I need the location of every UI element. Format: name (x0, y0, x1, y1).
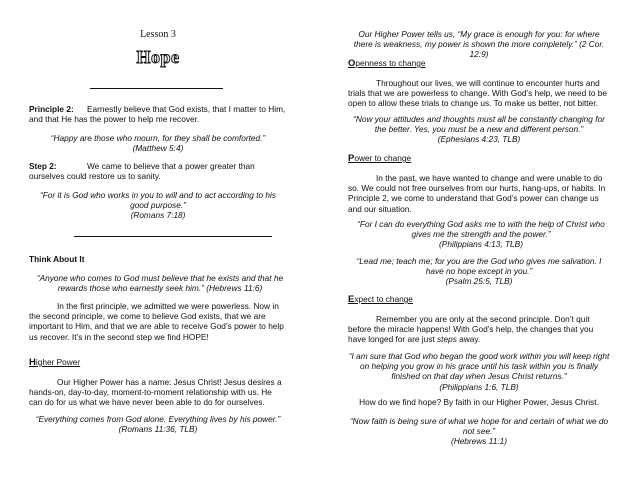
quote-reference: (Hebrews 11:1) (450, 436, 508, 447)
acronym-letter: H (29, 357, 36, 368)
quote-romans-11 (29, 414, 287, 434)
think-paragraph: In the first principle, we admitted we were powerless. Now in the second principle, we come to believe God exists, that we are important to Him, and that we are able to receive God’s power to help us recover. It’s in the second step we find HOPE! (29, 301, 284, 342)
heading-rest: xpect to change (354, 294, 413, 304)
quote-matthew (29, 133, 287, 153)
quote-hebrews-11-1 (348, 416, 610, 447)
quote-text: “Now faith is being sure of what we hope for and certain of what we do not see.” (349, 416, 609, 437)
quote-reference: (Philippians 4:13, TLB) (439, 239, 523, 250)
quote-reference: (Matthew 5:4) (132, 143, 184, 154)
quote-text: “Now your attitudes and thoughts must all be constantly changing for the better. Yes, you must be a new and different person.” (353, 114, 605, 135)
quote-ephesians (348, 114, 610, 145)
quote-text: “Everything comes from God alone. Everything lives by his power.” (35, 414, 281, 424)
section-divider (74, 236, 272, 237)
quote-text: “For I can do everything God asks me to with the help of Christ who gives me the strength and the power.” (357, 219, 605, 240)
openness-paragraph: Throughout our lives, we will continue to encounter hurts and trials that we are powerless to change. With God’s help, we need to be open to allow these trials to change us. To make us better, not bitter. (348, 78, 608, 109)
hope-question: How do we find hope? By faith in our Higher Power, Jesus Christ. (359, 397, 599, 407)
principle-2 (29, 104, 287, 124)
quote-text: “For it is God who works in you to will and to act according to his good purpose.” (39, 190, 277, 211)
think-quote: “Anyone who comes to God must believe that he exists and that he rewards those who earnestly seek him.” (Hebrews 11:6) (36, 273, 284, 294)
heading-rest: penness to change (355, 58, 426, 68)
higher-power-heading (29, 357, 287, 368)
power-paragraph: In the past, we have wanted to change and were unable to do so. We could not free ourselves from our hurts, hang-ups, or habits. In Principle 2, we come to understand that God’s power can change us and our situation. (348, 173, 606, 214)
expect-paragraph: Remember you are only at the second principle. Don’t quit before the miracle happens! With God’s help, the changes that you have longed for are just steps away. (348, 314, 594, 345)
page-title: Hope (136, 47, 180, 67)
acronym-letter: P (348, 153, 355, 164)
higher-power-paragraph: Our Higher Power has a name: Jesus Christ! Jesus desires a hands-on, day-to-day, moment-to-moment relationship with us. He can do for us what we have never been able to do for ourselves. (29, 377, 282, 408)
heading-rest: ower to change (354, 153, 412, 163)
expect-heading (348, 294, 610, 305)
quote-text: “I am sure that God who began the good work within you will keep right on helping you grow in his grace until his task within you is finally finished on that day when Jesus Christ returns.” (348, 351, 610, 382)
heading-rest: igher Power (35, 357, 81, 367)
power-heading (348, 153, 610, 164)
quote-reference: (Psalm 25:5, TLB) (445, 276, 513, 287)
step-2 (29, 161, 287, 181)
principle-2-text: Earnestly believe that God exists, that I matter to Him, and that He has the power to help me recover. (29, 104, 286, 125)
quote-psalm (348, 256, 610, 287)
step-2-label: Step 2: (29, 161, 57, 171)
quote-reference: (Ephesians 4:23, TLB) (437, 134, 521, 145)
acronym-letter: O (348, 58, 356, 69)
quote-philippians-4 (356, 219, 606, 250)
quote-romans (33, 190, 283, 221)
lesson-number: Lesson 3 (140, 29, 176, 40)
acronym-letter: E (348, 294, 355, 305)
quote-text: “Lead me; teach me; for you are the God who gives me salvation. I have no hope except in you.” (356, 256, 602, 277)
quote-reference: (Romans 11:36, TLB) (118, 424, 198, 435)
think-about-it-heading: Think About It (29, 254, 85, 264)
openness-heading (348, 58, 610, 69)
quote-philippians-1 (348, 351, 610, 392)
step-2-text: We came to believe that a power greater than ourselves could restore us to sanity. (29, 161, 255, 182)
quote-text: “Happy are those who mourn, for they shall be comforted.” (50, 133, 266, 143)
quote-reference: (Romans 7:18) (130, 210, 186, 221)
principle-2-label: Principle 2: (29, 104, 74, 114)
emphasis: steps (437, 334, 457, 345)
title-divider (90, 88, 223, 89)
top-quote: Our Higher Power tells us, “My grace is enough for you: for where there is weakness, my power is shown the more completely.” (2 Cor. 12:9) (353, 29, 605, 60)
quote-reference: (Philippians 1:6, TLB) (439, 381, 519, 392)
